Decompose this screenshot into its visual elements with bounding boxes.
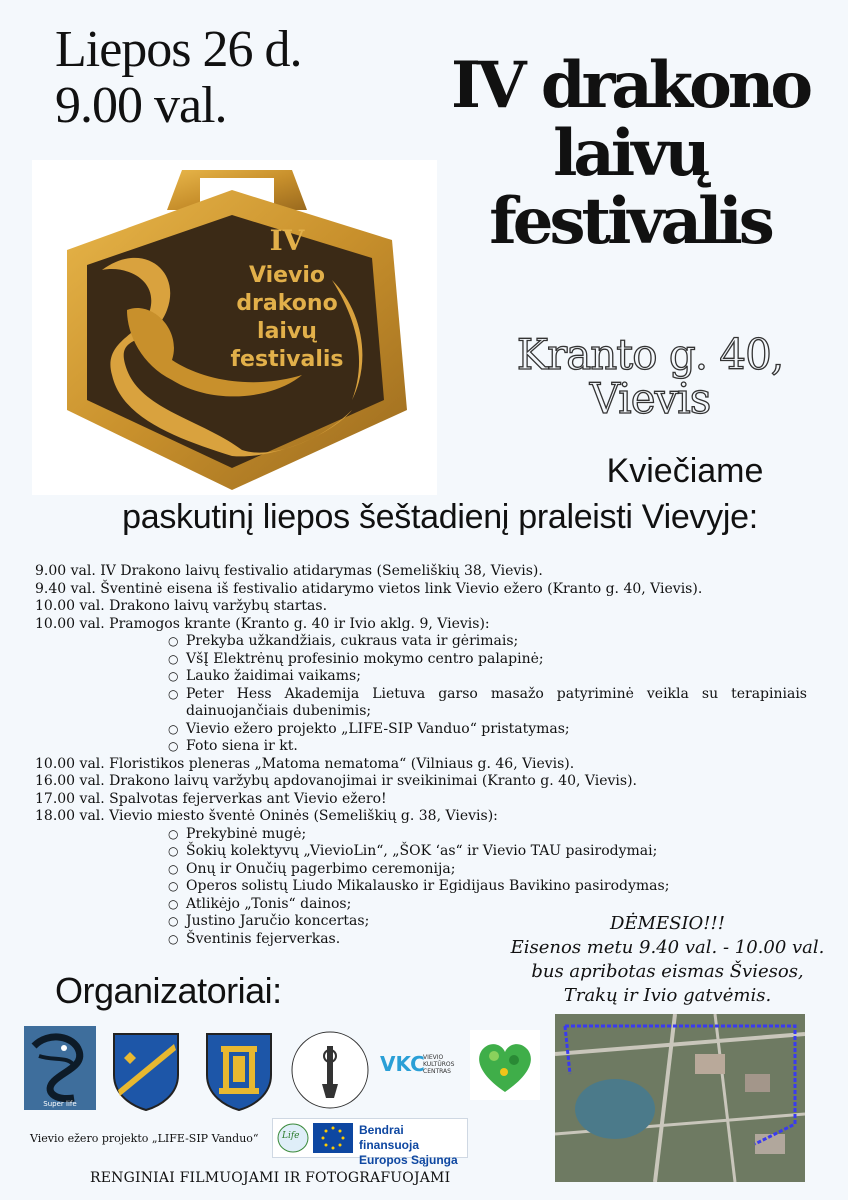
- schedule-item: 9.40 val. Šventinė eisena iš festivalio atidarymo vietos link Vievio ežero (Kranto g. 40, Vievis).: [35, 580, 703, 597]
- eu-text: Bendrai finansuoja Europos Sąjunga: [359, 1123, 458, 1167]
- list-item: ○ VšĮ Elektrėnų profesinio mokymo centro palapinė;: [168, 651, 807, 669]
- schedule: [35, 563, 807, 948]
- list-item: ○ Justino Jaručio koncertas;: [168, 913, 807, 931]
- schedule-item: 10.00 val. Pramogos krante (Kranto g. 40 ir Ivio aklg. 9, Vievis):: [35, 615, 490, 632]
- schedule-item: 9.00 val. IV Drakono laivų festivalio atidarymas (Semeliškių 38, Vievis).: [35, 563, 543, 579]
- time-line: 9.00 val.: [55, 77, 227, 134]
- vkc-abbr: VKC: [380, 1052, 425, 1076]
- list-item: ○ Vievio ežero projekto „LIFE-SIP Vanduo“ pristatymas;: [168, 721, 807, 739]
- festival-title: [420, 48, 840, 259]
- eu-flag-icon: [313, 1123, 353, 1153]
- super-life-logo: [24, 1026, 96, 1110]
- schedule-item: 18.00 val. Vievio miesto šventė Oninės (Semeliškių g. 38, Vievis):: [35, 808, 498, 824]
- title-line-3: festivalis: [489, 184, 771, 259]
- heart-icon: [470, 1030, 540, 1100]
- vievio-kulturos-centras-logo: [380, 1048, 455, 1088]
- list-item: ○ Šokių kolektyvų „VievioLin“, „ŠOK ‘as“ ir Vievio TAU pasirodymai;: [168, 843, 807, 861]
- list-item: ○ Prekybinė mugė;: [168, 826, 807, 844]
- event-date: [55, 22, 302, 134]
- logo-caption: Super life: [43, 1100, 77, 1108]
- invite-heading: Kviečiame: [606, 452, 764, 490]
- date-line: Liepos 26 d.: [55, 21, 302, 78]
- attention-text: bus apribotas eismas Šviesos,: [531, 961, 804, 982]
- visaginas-dragon-association-logo: [290, 1030, 370, 1110]
- festival-medal: [32, 160, 437, 495]
- invite-subheading: paskutinį liepos šeštadienį praleisti Vievyje:: [122, 498, 758, 536]
- shield-icon: [203, 1030, 275, 1112]
- medal-text-2: Vievio: [248, 263, 326, 288]
- schedule-item: 16.00 val. Drakono laivų varžybų apdovanojimai ir sveikinimai (Kranto g. 40, Vievis).: [35, 773, 637, 789]
- medal-text-3: drakono: [236, 291, 338, 316]
- green-heart-logo: [470, 1030, 540, 1100]
- title-line-1: IV drakono: [450, 48, 810, 123]
- attention-text: Eisenos metu 9.40 val. - 10.00 val.: [510, 937, 825, 958]
- schedule-sublist: [35, 633, 807, 756]
- association-name: [290, 1030, 291, 1031]
- eu-cofunding-badge: [272, 1118, 468, 1167]
- vievis-coat-of-arms: [203, 1030, 275, 1112]
- elektrenai-coat-of-arms: [110, 1030, 182, 1112]
- medal-text-5: festivalis: [230, 347, 344, 372]
- list-item: ○ Prekyba užkandžiais, cukraus vata ir gėrimais;: [168, 633, 807, 651]
- list-item: ○ Atlikėjo „Tonis“ dainos;: [168, 896, 807, 914]
- organizers-heading: Organizatoriai:: [55, 970, 282, 1011]
- list-item: ○ Lauko žaidimai vaikams;: [168, 668, 807, 686]
- dragon-icon: [24, 1026, 96, 1110]
- medal-text-4: laivų: [257, 319, 317, 344]
- list-item: ○ Foto siena ir kt.: [168, 738, 807, 756]
- schedule-item: 17.00 val. Spalvotas fejerverkas ant Vievio ežero!: [35, 790, 387, 807]
- lifesip-caption: Vievio ežero projekto „LIFE-SIP Vanduo“: [30, 1132, 259, 1145]
- list-item: ○ Operos solistų Liudo Mikalausko ir Egidijaus Bavikino pasirodymas;: [168, 878, 807, 896]
- medal-text-1: IV: [269, 224, 305, 257]
- schedule-item: 10.00 val. Drakono laivų varžybų startas.: [35, 598, 328, 614]
- map-icon: [555, 1014, 805, 1182]
- title-line-2: laivų: [553, 116, 707, 191]
- footer-note: RENGINIAI FILMUOJAMI IR FOTOGRAFUOJAMI: [90, 1170, 451, 1186]
- schedule-item: 10.00 val. Floristikos pleneras „Matoma nematoma“ (Vilniaus g. 46, Vievis).: [35, 755, 575, 772]
- paddle-icon: [290, 1030, 370, 1110]
- vkc-name: VIEVIO KULTŪROS CENTRAS: [423, 1054, 455, 1075]
- list-item: ○ Onų ir Onučių pagerbimo ceremonija;: [168, 861, 807, 879]
- medal-icon: [32, 160, 437, 495]
- attention-heading: DĖMESIO!!!: [609, 913, 726, 934]
- attention-notice: [495, 912, 840, 1008]
- shield-icon: [110, 1030, 182, 1112]
- attention-text: Trakų ir Ivio gatvėmis.: [563, 985, 772, 1006]
- address-line-2: Vievis: [589, 374, 711, 423]
- list-item: ○ Šventinis fejerverkas.: [168, 931, 807, 949]
- life-label: Life: [282, 1131, 300, 1141]
- route-map: [555, 1014, 805, 1182]
- event-address: [500, 330, 800, 423]
- address-line-1: Kranto g. 40,: [516, 330, 784, 379]
- list-item: ○ Peter Hess Akademija Lietuva garso masažo patyriminė veikla su terapiniais dainuojančiais dubenimis;: [168, 686, 807, 721]
